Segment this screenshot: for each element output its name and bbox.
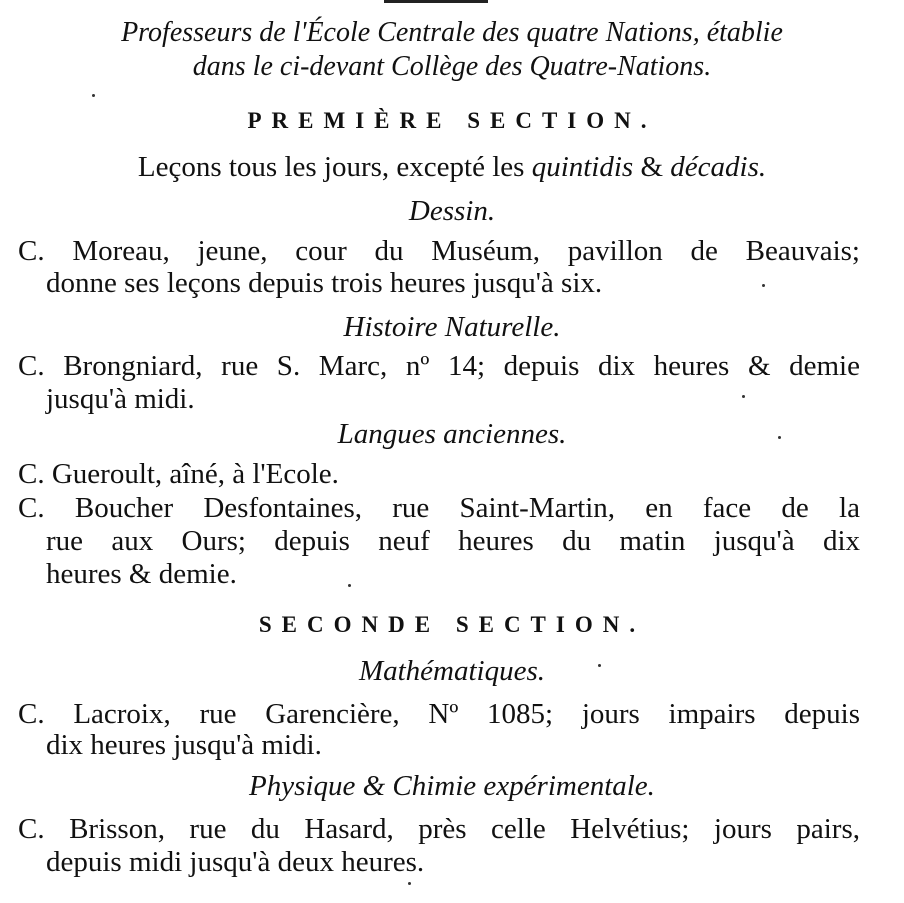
entry-brongniard-line-2: jusqu'à midi. — [46, 383, 195, 415]
entry-desfontaines-line-2: rue aux Ours; depuis neuf heures du matin jusqu'à dix — [46, 525, 860, 557]
print-speck — [348, 584, 351, 587]
note-decadis: décadis. — [670, 151, 767, 183]
top-rule — [384, 0, 488, 3]
heading-dessin: Dessin. — [408, 195, 496, 227]
header-line-1: Professeurs de l'École Centrale des quatre Nations, établie — [121, 17, 783, 48]
heading-mathematiques: Mathématiques. — [358, 655, 546, 687]
entry-moreau-line-2: donne ses leçons depuis trois heures jusqu'à six. — [46, 267, 603, 299]
section-title-seconde: SECONDE SECTION. — [258, 612, 646, 637]
entry-moreau-line-1: C. Moreau, jeune, cour du Muséum, pavillon de Beauvais; — [18, 235, 860, 267]
print-speck — [92, 94, 95, 97]
entry-desfontaines-line-3: heures & demie. — [46, 558, 237, 590]
print-speck — [742, 395, 745, 398]
entry-gueroult: C. Gueroult, aîné, à l'Ecole. — [18, 458, 339, 490]
entry-brisson-line-2: depuis midi jusqu'à deux heures. — [46, 846, 425, 878]
entry-brisson-line-1: C. Brisson, rue du Hasard, près celle Helvétius; jours pairs, — [18, 813, 860, 845]
entry-lacroix-line-1: C. Lacroix, rue Garencière, Nº 1085; jours impairs depuis — [18, 698, 860, 730]
entry-desfontaines-line-1: C. Boucher Desfontaines, rue Saint-Martin, en face de la — [18, 492, 860, 524]
section-title-premiere: PREMIÈRE SECTION. — [247, 108, 657, 133]
entry-lacroix-line-2: dix heures jusqu'à midi. — [46, 729, 322, 761]
header-line-2: dans le ci-devant Collège des Quatre-Nations. — [192, 51, 712, 82]
heading-langues-anciennes: Langues anciennes. — [337, 418, 567, 450]
note-quintidis: quintidis — [531, 151, 634, 183]
print-speck — [762, 284, 765, 287]
note-lead: Leçons tous les jours, excepté les — [137, 151, 532, 183]
heading-histoire-naturelle: Histoire Naturelle. — [343, 311, 561, 343]
entry-brongniard-line-1: C. Brongniard, rue S. Marc, nº 14; depuis dix heures & demie — [18, 350, 860, 382]
print-speck — [598, 664, 601, 667]
heading-physique-chimie: Physique & Chimie expérimentale. — [249, 770, 655, 802]
lesson-schedule-note — [0, 150, 904, 184]
print-speck — [778, 436, 781, 439]
note-and: & — [633, 151, 671, 183]
print-speck — [408, 882, 411, 885]
